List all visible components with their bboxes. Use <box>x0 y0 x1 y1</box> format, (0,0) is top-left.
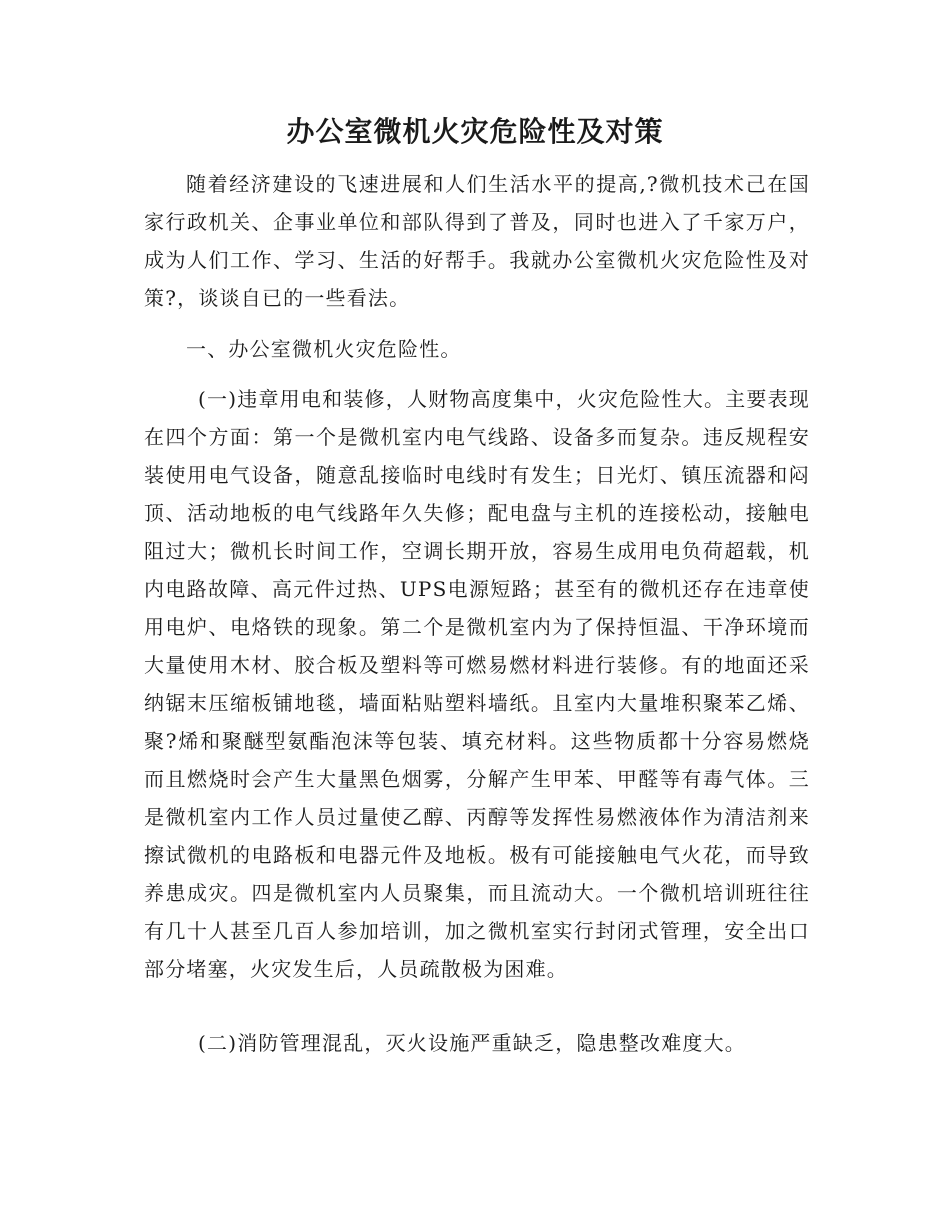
section-heading-one: 一、办公室微机火灾危险性。 <box>186 337 462 361</box>
section-one-paragraph: (一)违章用电和装修，人财物高度集中，火灾危险性大。主要表现在四个方面：第一个是微机室内电气线路、设备多而复杂。违反规程安装使用电气设备，随意乱接临时电线时有发生；日光灯、镇压流器和闷顶、活动地板的电气线路年久失修；配电盘与主机的连接松动，接触电阻过大；微机长时间工作，空调长期开放，容易生成用电负荷超载，机内电路故障、高元件过热、UPS电源短路；甚至有的微机还存在违章使用电炉、电烙铁的现象。第二个是微机室内为了保持恒温、干净环境而大量使用木材、胶合板及塑料等可燃易燃材料进行装修。有的地面还采纳锯末压缩板铺地毯，墙面粘贴塑料墙纸。且室内大量堆积聚苯乙烯、聚?烯和聚醚型氨酯泡沫等包装、填充材料。这些物质都十分容易燃烧而且燃烧时会产生大量黑色烟雾，分解产生甲苯、甲醛等有毒气体。三是微机室内工作人员过量使乙醇、丙醇等发挥性易燃液体作为清洁剂来擦试微机的电路板和电器元件及地板。极有可能接触电气火花，而导致养患成灾。四是微机室内人员聚集，而且流动大。一个微机培训班往往有几十人甚至几百人参加培训，加之微机室实行封闭式管理，安全出口部分堵塞，火灾发生后，人员疏散极为困难。 <box>144 387 810 981</box>
document-title: 办公室微机火灾危险性及对策 <box>286 115 664 148</box>
intro-paragraph: 随着经济建设的飞速进展和人们生活水平的提高,?微机技术己在国家行政机关、企事业单位和部队得到了普及，同时也进入了千家万户，成为人们工作、学习、生活的好帮手。我就办公室微机火灾危险性及对策?，谈谈自已的一些看法。 <box>144 172 810 310</box>
section-two-paragraph: (二)消防管理混乱，灭火设施严重缺乏，隐患整改难度大。 <box>198 1031 747 1055</box>
